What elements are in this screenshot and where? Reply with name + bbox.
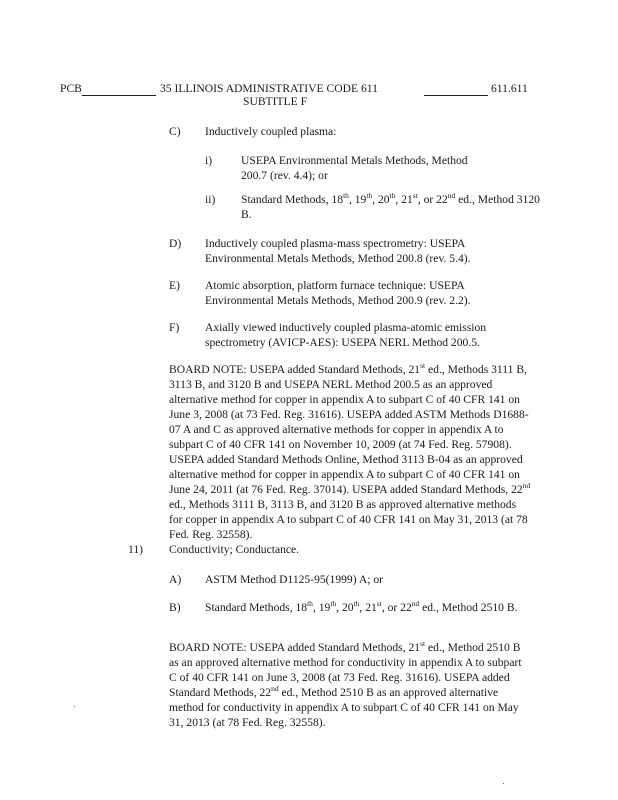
item-e-label: E) (169, 279, 180, 292)
header-agency: PCB (60, 82, 82, 95)
item-f-text: Axially viewed inductively coupled plasma-atomic emission spectrometry (AVICP-AES): USEPA NERL Method 200.5. (205, 321, 487, 349)
item-c-ii-label: ii) (205, 193, 216, 206)
item-d-text: Inductively coupled plasma-mass spectrometry: USEPA Environmental Metals Methods, Method 200.8 (rev. 5.4). (205, 237, 471, 265)
item-c-label: C) (169, 125, 181, 138)
scan-speck (503, 783, 504, 784)
header-section-number: 611.611 (491, 82, 528, 95)
item-c-i-text: USEPA Environmental Metals Methods, Method 200.7 (rev. 4.4); or (241, 154, 468, 182)
item-e-text: Atomic absorption, platform furnace technique: USEPA Environmental Metals Methods, Method 200.9 (rev. 2.2). (205, 279, 471, 307)
item-c-ii-text: Standard Methods, 18th, 19th, 20th, 21st, or 22nd ed., Method 3120 B. (241, 191, 540, 221)
header-rule-right (424, 95, 488, 96)
item-f-label: F) (169, 321, 180, 334)
item-11-b-label: B) (169, 601, 181, 614)
item-11-text: Conductivity; Conductance. (169, 543, 300, 556)
header-code-title: 35 ILLINOIS ADMINISTRATIVE CODE 611 (160, 82, 378, 95)
item-11-a-text: ASTM Method D1125-95(1999) A; or (205, 573, 383, 586)
item-11-a-label: A) (169, 573, 182, 586)
board-note-conductivity: BOARD NOTE: USEPA added Standard Methods, 21st ed., Method 2510 B as an approved alternative method for conductivity in appendix A to subpart C of 40 CFR 141 on June 3, 2008 (at 73 Fed. Reg. 31616). USEPA added Standard Methods, 22nd ed., Method 2510 B as an approved alternative method for conductivity in appendix A to subpart C of 40 CFR 141 on May 31, 2013 (at 78 Fed. Reg. 32558). (169, 639, 522, 729)
item-11-b-text: Standard Methods, 18th, 19th, 20th, 21st, or 22nd ed., Method 2510 B. (205, 599, 518, 614)
header-rule-left (82, 95, 156, 96)
header-subtitle: SUBTITLE F (243, 95, 308, 108)
board-note-copper: BOARD NOTE: USEPA added Standard Methods, 21st ed., Methods 3111 B, 3113 B, and 3120 B and USEPA NERL Method 200.5 as an approved alternative method for copper in appendix A to subpart C of 40 CFR 141 on June 3, 2008 (at 73 Fed. Reg. 31616). USEPA added ASTM Methods D1688-07 A and C as approved alternative methods for copper in appendix A to subpart C of 40 CFR 141 on November 10, 2009 (at 74 Fed. Reg. 57908). USEPA added Standard Methods Online, Method 3113 B-04 as an approved alternative method for copper in appendix A to subpart C of 40 CFR 141 on June 24, 2011 (at 76 Fed. Reg. 37014). USEPA added Standard Methods, 22nd ed., Methods 3111 B, 3113 B, and 3120 B as approved alternative methods for copper in appendix A to subpart C of 40 CFR 141 on May 31, 2013 (at 78 Fed. Reg. 32558). (169, 361, 531, 541)
item-11-label: 11) (128, 543, 144, 556)
item-c-text: Inductively coupled plasma: (205, 125, 337, 138)
item-c-i-label: i) (205, 154, 213, 167)
item-d-label: D) (169, 237, 182, 250)
scan-speck (74, 706, 75, 707)
